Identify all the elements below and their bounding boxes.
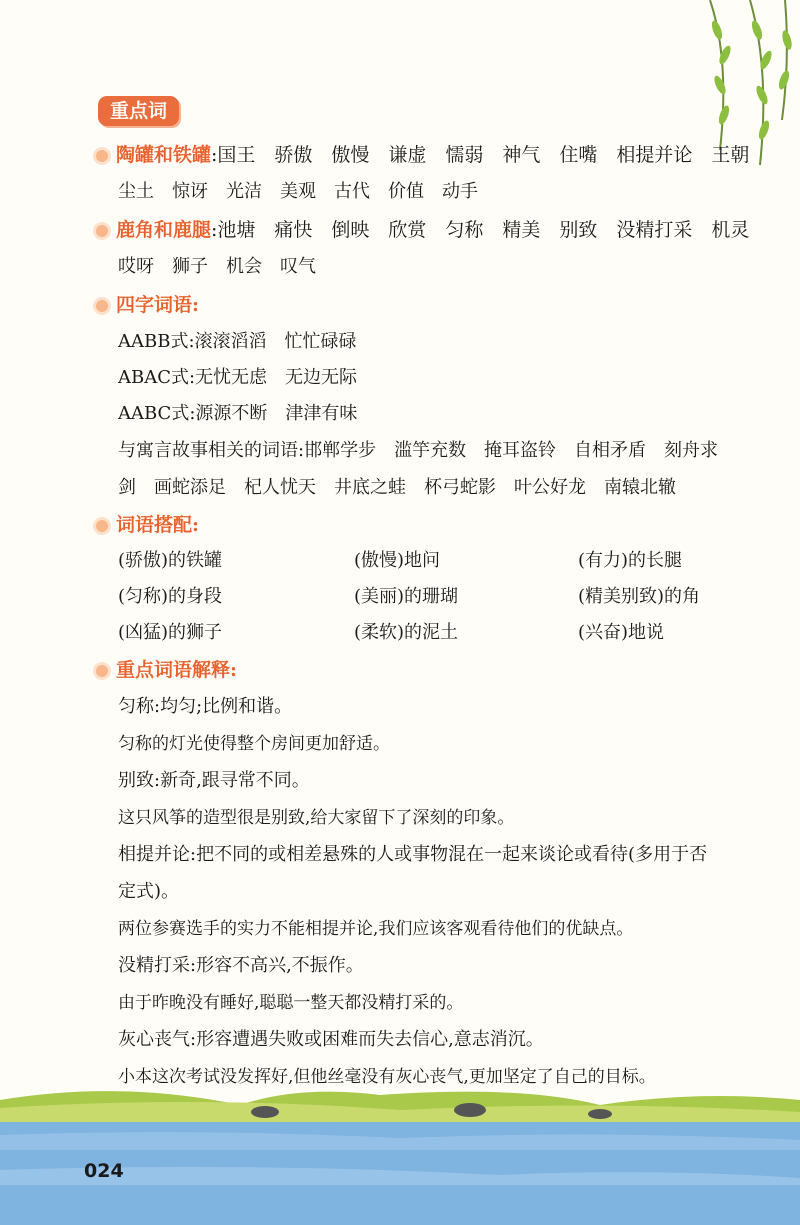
- fable-words-line: 剑 画蛇添足 杞人忧天 井底之蛙 杯弓蛇影 叶公好龙 南辕北辙: [118, 477, 676, 498]
- definition-line: 没精打采:形容不高兴,不振作。: [118, 955, 364, 976]
- bullet-icon: [96, 150, 108, 162]
- bullet-icon: [96, 225, 108, 237]
- collocation-item: (兴奋)地说: [578, 622, 665, 643]
- collocation-item: (凶猛)的狮子: [118, 622, 223, 643]
- definition-line: 灰心丧气:形容遭遇失败或困难而失去信心,意志消沉。: [118, 1029, 544, 1050]
- page-number: 024: [84, 1160, 124, 1182]
- bullet-icon: [96, 665, 108, 677]
- example-sentence: 匀称的灯光使得整个房间更加舒适。: [118, 734, 390, 754]
- key-words-banner: 重点词: [98, 96, 179, 126]
- lake-scene-illustration: [0, 1050, 800, 1225]
- bullet-icon: [96, 300, 108, 312]
- section-heading-collocation: 词语搭配:: [96, 510, 199, 537]
- section-heading-four-char: 四字词语:: [96, 290, 199, 317]
- collocation-item: (骄傲)的铁罐: [118, 550, 223, 571]
- collocation-item: (匀称)的身段: [118, 586, 223, 607]
- example-sentence: 这只风筝的造型很是别致,给大家留下了深刻的印象。: [118, 808, 515, 828]
- section-heading-tao-guan: 陶罐和铁罐:国王 骄傲 傲慢 谦虚 懦弱 神气 住嘴 相提并论 王朝: [96, 140, 749, 167]
- word-list: 哎呀 狮子 机会 叹气: [118, 256, 316, 277]
- collocation-item: (有力)的长腿: [578, 550, 683, 571]
- aabc-line: AABC式:源源不断 津津有味: [118, 403, 358, 424]
- abac-line: ABAC式:无忧无虑 无边无际: [118, 367, 358, 388]
- example-sentence: 小本这次考试没发挥好,但他丝毫没有灰心丧气,更加坚定了自己的目标。: [118, 1067, 656, 1087]
- word-list: 尘土 惊讶 光洁 美观 古代 价值 动手: [118, 181, 478, 202]
- word-list: 国王 骄傲 傲慢 谦虚 懦弱 神气 住嘴 相提并论 王朝: [217, 144, 750, 166]
- section-heading-explanations: 重点词语解释:: [96, 655, 237, 682]
- fable-words-line: 与寓言故事相关的词语:邯郸学步 滥竽充数 掩耳盗铃 自相矛盾 刻舟求: [118, 440, 719, 461]
- example-sentence: 两位参赛选手的实力不能相提并论,我们应该客观看待他们的优缺点。: [118, 919, 634, 939]
- section-heading-lu-jiao: 鹿角和鹿腿:池塘 痛快 倒映 欣赏 匀称 精美 别致 没精打采 机灵: [96, 215, 749, 242]
- word-list: 池塘 痛快 倒映 欣赏 匀称 精美 别致 没精打采 机灵: [217, 219, 750, 241]
- collocation-item: (精美别致)的角: [578, 586, 701, 607]
- bullet-icon: [96, 520, 108, 532]
- definition-line: 相提并论:把不同的或相差悬殊的人或事物混在一起来谈论或看待(多用于否: [118, 844, 708, 865]
- definition-line: 匀称:均匀;比例和谐。: [118, 696, 293, 717]
- collocation-item: (美丽)的珊瑚: [354, 586, 459, 607]
- collocation-item: (柔软)的泥土: [354, 622, 459, 643]
- definition-line: 定式)。: [118, 881, 180, 902]
- example-sentence: 由于昨晚没有睡好,聪聪一整天都没精打采的。: [118, 993, 464, 1013]
- definition-line: 别致:新奇,跟寻常不同。: [118, 770, 310, 791]
- collocation-item: (傲慢)地问: [354, 550, 441, 571]
- aabb-line: AABB式:滚滚滔滔 忙忙碌碌: [118, 331, 357, 352]
